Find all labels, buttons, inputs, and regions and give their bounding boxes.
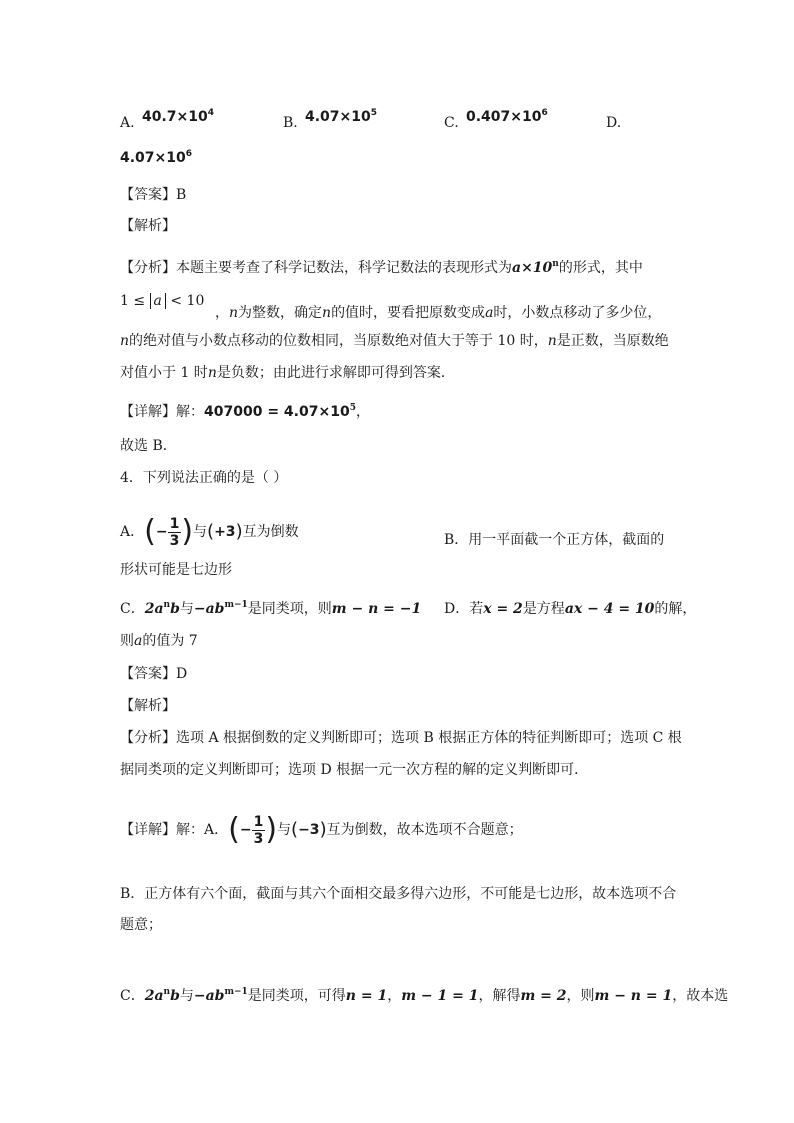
text: 的值时，要看把原数变成: [331, 305, 486, 321]
text: 的值为 7: [142, 633, 198, 649]
numerator: 1: [169, 515, 180, 532]
text: 是负数；由此进行求解即可得到答案．: [216, 365, 455, 381]
q3-option-a: [120, 113, 135, 133]
fraction: [168, 516, 182, 549]
sign: −: [239, 822, 252, 838]
term: −ab: [193, 601, 225, 617]
option-label: A．: [120, 524, 145, 540]
option-value: 0.407×10: [466, 109, 542, 125]
text: ，故本选: [672, 988, 729, 1004]
var: n: [547, 333, 557, 349]
text: 互为倒数: [242, 524, 299, 540]
text: ，解得: [478, 988, 521, 1004]
exponent: n: [163, 987, 171, 997]
value: +3: [214, 524, 236, 540]
var: n: [207, 365, 217, 381]
exponent: 6: [541, 108, 548, 118]
denominator: 3: [169, 532, 180, 549]
q4-stem: 4．下列说法正确的是（ ）: [120, 470, 288, 486]
equation: m − n = 1: [594, 988, 673, 1004]
q4-option-a: [120, 512, 299, 552]
term: b: [170, 601, 180, 617]
option-label: D.: [606, 115, 622, 131]
paren-open: (: [291, 819, 299, 840]
q4-detail-c: [120, 986, 728, 1006]
math-text: < 10: [165, 293, 205, 309]
q3-answer: 【答案】B: [120, 187, 187, 203]
q3-detail: [120, 402, 370, 422]
q3-option-c-value: [466, 107, 548, 127]
text: 与: [193, 524, 208, 540]
text: 时，小数点移动了多少位，: [493, 305, 662, 321]
paren-open: (: [144, 514, 156, 549]
option-label: C．: [120, 601, 145, 617]
q3-analysis-line1: [120, 258, 643, 278]
option-value: 4.07×10: [305, 109, 371, 125]
q4-option-c: [120, 599, 421, 619]
exponent: m−1: [224, 987, 248, 997]
exponent: 5: [370, 108, 378, 118]
q4-detail-b-line1: B．正方体有六个面，截面与其六个面相交最多得六边形，不可能是七边形，故本选项不合: [120, 886, 677, 902]
abs-value: a: [150, 293, 166, 309]
exponent: n: [163, 600, 171, 610]
equation: n = 1: [345, 988, 388, 1004]
q4-option-d-cont: [120, 631, 198, 651]
text: 【详解】解：A．: [120, 822, 229, 838]
fraction: [252, 814, 266, 847]
q3-analysis-line2b: [215, 303, 661, 323]
paren-open: (: [228, 812, 240, 847]
option-label: A.: [120, 115, 135, 131]
q3-analysis-line4: [120, 363, 455, 383]
q4-analysis-line2: 据同类项的定义判断即可；选项 D 根据一元一次方程的解的定义判断即可．: [120, 762, 589, 778]
var: a: [134, 633, 143, 649]
sign: −: [155, 524, 168, 540]
q4-option-b: B．用一平面截一个正方体，截面的: [444, 532, 665, 548]
paren-close: ): [181, 514, 194, 549]
text: ，: [355, 404, 370, 420]
value: −3: [298, 822, 320, 838]
exponent: 4: [207, 108, 215, 118]
numerator: 1: [253, 813, 264, 830]
text: 【分析】本题主要考查了科学记数法，科学记数法的表现形式为: [120, 260, 512, 276]
text: 对值小于 1 时: [120, 365, 208, 381]
term: 2a: [144, 988, 164, 1004]
math-text: 1 ≤: [120, 293, 150, 309]
equation: m − 1 = 1: [401, 988, 479, 1004]
q4-option-b-cont: 形状可能是七边形: [120, 562, 232, 578]
q3-option-d-value: [120, 148, 192, 168]
text: 则: [120, 633, 134, 649]
text: 的解，: [654, 601, 697, 617]
q4-detail-a: [120, 810, 523, 850]
q4-answer: 【答案】D: [120, 666, 188, 682]
q3-analysis-line2: [120, 291, 204, 311]
text: 与: [277, 822, 292, 838]
q4-detail-b-line2: 题意；: [120, 917, 162, 933]
q3-option-d: [606, 113, 621, 133]
q4-option-d: [444, 599, 696, 619]
q3-conclusion: 故选 B．: [120, 438, 177, 454]
q3-option-a-value: [142, 107, 214, 127]
term: b: [170, 988, 180, 1004]
exponent: 6: [185, 149, 193, 159]
q3-analysis-line3: [120, 331, 669, 351]
text: 是同类项，则: [247, 601, 332, 617]
exponent: m−1: [224, 600, 248, 610]
exponent: 5: [349, 403, 356, 413]
q3-option-b-value: [305, 107, 377, 127]
text: ，: [387, 988, 402, 1004]
option-value: 40.7×10: [142, 109, 208, 125]
text: 的绝对值与小数点移动的位数相同，当原数绝对值大于等于 10 时，: [129, 333, 548, 349]
q4-analysis-heading: 【解析】: [120, 698, 176, 714]
text: 【详解】解：: [120, 404, 204, 420]
paren-close: ): [235, 521, 243, 542]
text: ，: [215, 305, 229, 321]
formula: a×10: [512, 260, 553, 276]
paren-open: (: [207, 521, 215, 542]
denominator: 3: [253, 830, 264, 847]
q3-option-b: [283, 113, 298, 133]
option-label: C.: [444, 115, 459, 131]
equation: x = 2: [483, 601, 523, 617]
formula: 407000 = 4.07×10: [204, 404, 350, 420]
option-value: 4.07×10: [120, 150, 186, 166]
var: a: [485, 305, 494, 321]
paren-close: ): [319, 819, 327, 840]
equation: ax − 4 = 10: [564, 601, 655, 617]
equation: m − n = −1: [331, 601, 422, 617]
paren-close: ): [265, 812, 278, 847]
text: 是同类项，可得: [247, 988, 346, 1004]
option-label: B.: [283, 115, 298, 131]
exponent: n: [552, 259, 559, 269]
text: C．: [120, 988, 145, 1004]
q3-option-c: [444, 113, 459, 133]
q3-analysis-heading: 【解析】: [120, 218, 176, 234]
var: n: [120, 333, 130, 349]
text: ，则: [566, 988, 595, 1004]
text: 与: [179, 601, 194, 617]
text: 互为倒数，故本选项不合题意；: [326, 822, 523, 838]
text: 是方程: [522, 601, 565, 617]
var: n: [322, 305, 332, 321]
text: 的形式，其中: [558, 260, 643, 276]
var: n: [229, 305, 239, 321]
term: 2a: [144, 601, 164, 617]
term: −ab: [193, 988, 225, 1004]
equation: m = 2: [520, 988, 567, 1004]
option-label: D．若: [444, 601, 484, 617]
text: 是正数，当原数绝: [556, 333, 669, 349]
q4-analysis-line1: 【分析】选项 A 根据倒数的定义判断即可；选项 B 根据正方体的特征判断即可；选项 C 根: [120, 730, 682, 746]
text: 为整数，确定: [238, 305, 323, 321]
text: 与: [179, 988, 194, 1004]
